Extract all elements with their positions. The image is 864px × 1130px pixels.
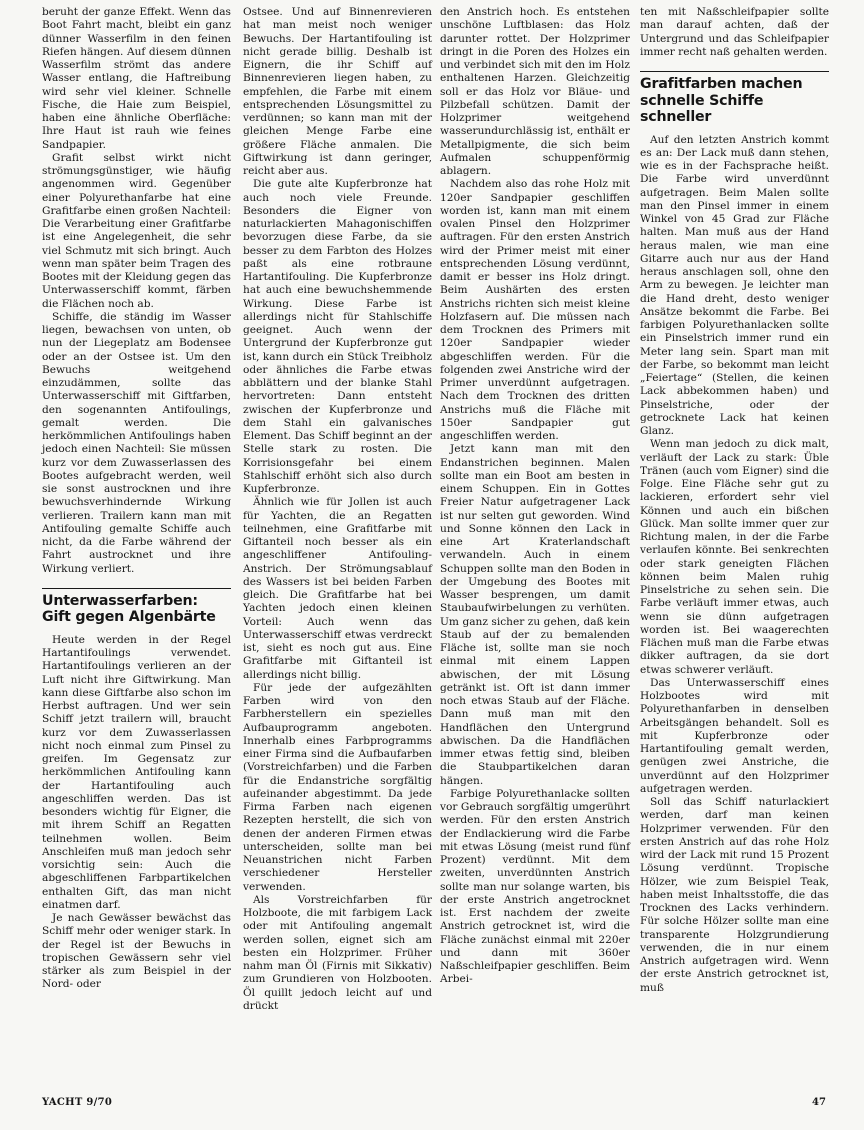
heading-line: Grafitfarben machen (640, 76, 803, 92)
paragraph: beruht der ganze Effekt. Wenn das Boot Fahrt macht, bleibt ein ganz dünner Wasserfilm in den feinen Riefen hängen. Auf diesem dünnen Wasserfilm strömt das andere Wasser entlang, die Haftreibung wird sehr viel kleiner. Schnelle Fische, die Haie zum Beispiel, haben eine ähnliche Oberfläche: Ihre Haut ist rauh wie feines Sandpapier. (42, 6, 231, 151)
paragraph: Je nach Gewässer bewächst das Schiff mehr oder weniger stark. In der Regel ist der Bewuchs in tropischen Gewässern sehr viel stärker als zum Beispiel in der Nord- oder (42, 912, 231, 991)
column-2 (243, 6, 432, 1013)
paragraph: Auf den letzten Anstrich kommt es an: Der Lack muß dann stehen, wie es in der Fachsprache heißt. Die Farbe wird unverdünnt aufgetragen. Beim Malen sollte man den Pinsel immer in einem Winkel von 45 Grad zur Fläche halten. Man muß aus der Hand heraus malen, wie man eine Gitarre auch nur aus der Hand heraus anschlagen soll, ohne den Arm zu bewegen. Je leichter man die Hand dreht, desto weniger Ansätze bekommt die Farbe. Bei farbigen Polyurethanlacken sollte ein Pinselstrich immer rund ein Meter lang sein. Spart man mit der Farbe, so bekommt man leicht „Feiertage“ (Stellen, die keinen Lack abbekommen haben) und Pinselstriche, oder der getrocknete Lack hat keinen Glanz. (640, 133, 829, 437)
paragraph: Ostsee. Und auf Binnenrevieren hat man meist noch weniger Bewuchs. Der Hartantifouling ist nicht gerade billig. Deshalb ist Eignern, die ihr Schiff auf Binnenrevieren liegen haben, zu empfehlen, die Farbe mit einem entsprechenden Lösungsmittel zu verdünnen; so kann man mit der gleichen Menge Farbe eine größere Fläche anmalen. Die Giftwirkung ist dann geringer, reicht aber aus. (243, 6, 432, 177)
paragraph: ten mit Naßschleifpapier sollte man darauf achten, daß der Untergrund und das Schleifpapier immer recht naß gehalten werden. (640, 6, 829, 58)
paragraph: Farbige Polyurethanlacke sollten vor Gebrauch sorgfältig umgerührt werden. Für den ersten Anstrich der Endlackierung wird die Farbe mit etwas Lösung (meist rund fünf Prozent) verdünnt. Mit dem zweiten, unverdünnten Anstrich sollte man nur solange warten, bis der erste Anstrich angetrocknet ist. Erst nachdem der zweite Anstrich getrocknet ist, wird die Fläche zunächst einmal mit 220er und dann mit 360er Naßschleifpapier geschliffen. Beim Arbei- (440, 787, 630, 986)
heading-line: Unterwasserfarben: (42, 592, 198, 609)
paragraph: Für jede der aufgezählten Farben wird von den Farbherstellern ein spezielles Aufbauprogramm angeboten. Innerhalb eines Farbprogramms einer Firma sind die Aufbaufarben (Vorstreichfarben) und die Farben für die Endanstriche sorgfältig aufeinander abgestimmt. Da jede Firma Farben nach eigenen Rezepten herstellt, die sich von denen der anderen Firmen etwas unterscheiden, sollte man bei Neuanstrichen nicht Farben verschiedener Hersteller verwenden. (243, 681, 432, 893)
paragraph: Jetzt kann man mit den Endanstrichen beginnen. Malen sollte man ein Boot am besten in einem Schuppen. Ein in Gottes Freier Natur aufgetragener Lack ist nur selten gut geworden. Wind und Sonne können den Lack in eine Art Kraterlandschaft verwandeln. Auch in einem Schuppen sollte man den Boden in der Umgebung des Bootes mit Wasser besprengen, um damit Staubaufwirbelungen zu verhüten. Um ganz sicher zu gehen, daß kein Staub auf der zu bemalenden Fläche ist, sollte man sie noch einmal mit einem Lappen abwischen, der mit Lösung getränkt ist. Oft ist dann immer noch etwas Staub auf der Fläche. Dann muß man mit den Handflächen den Untergrund abwischen. Da die Handflächen immer etwas fettig sind, bleiben die Staubpartikelchen daran hängen. (440, 443, 630, 787)
paragraph: Schiffe, die ständig im Wasser liegen, bewachsen von unten, ob nun der Liegeplatz am Bodensee oder an der Ostsee ist. Um den Bewuchs weitgehend einzudämmen, sollte das Unterwasserschiff mit Giftfarben, den sogenannten Antifoulings, gemalt werden. Die herkömmlichen Antifoulings haben jedoch einen Nachteil: Sie müssen kurz vor dem Zuwasserlassen des Bootes aufgebracht werden, weil sie sonst austrocknen und ihre bewuchsverhindernde Wirkung verlieren. Trailern kann man mit Antifouling gemalte Schiffe auch nicht, da die Farbe während der Fahrt austrocknet und ihre Wirkung verliert. (42, 310, 231, 575)
paragraph: Heute werden in der Regel Hartantifoulings verwendet. Hartantifoulings verlieren an der Luft nicht ihre Giftwirkung. Man kann diese Giftfarbe also schon im Herbst auftragen. Und wer sein Schiff jetzt trailern will, braucht kurz vor dem Zuwasserlassen nicht noch einmal zum Pinsel zu greifen. Im Gegensatz zur herkömmlichen Antifouling kann der Hartantifouling auch angeschliffen werden. Das ist besonders wichtig für Eigner, die mit ihrem Schiff an Regatten teilnehmen wollen. Beim Anschleifen muß man jedoch sehr vorsichtig sein: Auch die abgeschliffenen Farbpartikelchen enthalten Gift, das man nicht einatmen darf. (42, 633, 231, 911)
paragraph: Soll das Schiff naturlackiert werden, darf man keinen Holzprimer verwenden. Für den ersten Anstrich auf das rohe Holz wird der Lack mit rund 15 Prozent Lösung verdünnt. Tropische Hölzer, wie zum Beispiel Teak, haben meist Inhaltsstoffe, die das Trocknen des Lacks verhindern. Für solche Hölzer sollte man eine transparente Holzgrundierung verwenden, die in nur einem Anstrich aufgetragen wird. Wenn der erste Anstrich getrocknet ist, muß (640, 796, 829, 994)
heading-rule (42, 588, 231, 589)
heading-line: schneller (640, 109, 712, 125)
column-4 (640, 6, 829, 995)
paragraph: Wenn man jedoch zu dick malt, verläuft der Lack zu stark: Üble Tränen (auch vom Eigner) sind die Folge. Eine Fläche sehr gut zu lackieren, erfordert sehr viel Können und auch ein bißchen Glück. Man sollte immer quer zur Richtung malen, in der die Farbe verlaufen könnte. Bei senkrechten oder stark geneigten Flächen können beim Malen ruhig Pinselstriche zu sehen sein. Die Farbe verläuft immer etwas, auch wenn sie dünn aufgetragen worden ist. Bei waagerechten Flächen muß man die Farbe etwas dikker auftragen, da sie dort etwas schwerer verläuft. (640, 438, 829, 676)
heading-line: Gift gegen Algenbärte (42, 609, 216, 626)
section-heading-grafitfarben (640, 76, 829, 126)
paragraph: Das Unterwasserschiff eines Holzbootes wird mit Polyurethanfarben in denselben Arbeitsgängen behandelt. Soll es mit Kupferbronze oder Hartantifouling gemalt werden, genügen zwei Anstriche, die unverdünnt auf den Holzprimer aufgetragen werden. (640, 676, 829, 795)
paragraph: Nachdem also das rohe Holz mit 120er Sandpapier geschliffen worden ist, kann man mit einem ovalen Pinsel den Holzprimer auftragen. Für den ersten Anstrich wird der Primer meist mit einer entsprechenden Lösung verdünnt, damit er besser ins Holz dringt. Beim Aushärten des ersten Anstrichs richten sich meist kleine Holzfasern auf. Die müssen nach dem Trocknen des Primers mit 120er Sandpapier wieder abgeschliffen werden. Für die folgenden zwei Anstriche wird der Primer unverdünnt aufgetragen. Nach dem Trocknen des dritten Anstrichs muß die Fläche mit 150er Sandpapier gut angeschliffen werden. (440, 178, 630, 442)
paragraph: Ähnlich wie für Jollen ist auch für Yachten, die an Regatten teilnehmen, eine Grafitfarbe mit Giftanteil noch besser als ein angeschliffener Antifouling-Anstrich. Der Strömungsablauf des Wassers ist bei beiden Farben gleich. Die Grafitfarbe hat bei Yachten jedoch einen kleinen Vorteil: Auch wenn das Unterwasserschiff etwas verdreckt ist, sieht es noch gut aus. Eine Grafitfarbe mit Giftanteil ist allerdings nicht billig. (243, 496, 432, 681)
section-heading-unterwasserfarben (42, 593, 231, 626)
paragraph: den Anstrich hoch. Es entstehen unschöne Luftblasen: das Holz darunter rottet. Der Holzprimer dringt in die Poren des Holzes ein und verbindet sich mit den im Holz enthaltenen Harzen. Gleichzeitig soll er das Holz vor Bläue- und Pilzbefall schützen. Damit der Holzprimer weitgehend wasserundurchlässig ist, enthält er Metallpigmente, die sich beim Aufmalen schuppenförmig ablagern. (440, 6, 630, 177)
paragraph: Grafit selbst wirkt nicht strömungsgünstiger, wie häufig angenommen wird. Gegenüber einer Polyurethanfarbe hat eine Grafitfarbe einen großen Nachteil: Die Verarbeitung einer Grafitfarbe ist eine Angelegenheit, die sehr viel Schmutz mit sich bringt. Auch wenn man später beim Tragen des Bootes mit der Kleidung gegen das Unterwasserschiff kommt, färben die Flächen noch ab. (42, 151, 231, 310)
paragraph: Als Vorstreichfarben für Holzboote, die mit farbigem Lack oder mit Antifouling angemalt werden sollen, eignet sich am besten ein Holzprimer. Früher nahm man Öl (Firnis mit Sikkativ) zum Grundieren von Holzbooten. Öl quillt jedoch leicht auf und drückt (243, 893, 432, 1012)
paragraph: Die gute alte Kupferbronze hat auch noch viele Freunde. Besonders die Eigner von naturlackierten Mahagonischiffen bevorzugen diese Farbe, da sie besser zu dem Farbton des Holzes paßt als eine rotbraune Hartantifouling. Die Kupferbronze hat auch eine bewuchshemmende Wirkung. Diese Farbe ist allerdings nicht für Stahlschiffe geeignet. Auch wenn der Untergrund der Kupferbronze gut ist, kann durch ein Stück Treibholz oder ähnliches die Farbe etwas abblättern und der blanke Stahl hervortreten: Dann entsteht zwischen der Kupferbronze und dem Stahl ein galvanisches Element. Das Schiff beginnt an der Stelle stark zu rosten. Die Korrisionsgefahr bei einem Stahlschiff erhöht sich also durch Kupferbronze. (243, 178, 433, 495)
column-1 (42, 6, 231, 992)
heading-line: schnelle Schiffe (640, 92, 764, 109)
footer-page-number: 47 (812, 1097, 826, 1108)
heading-rule (640, 71, 829, 72)
column-3 (440, 6, 630, 987)
footer-magazine-issue: YACHT 9/70 (42, 1097, 113, 1108)
